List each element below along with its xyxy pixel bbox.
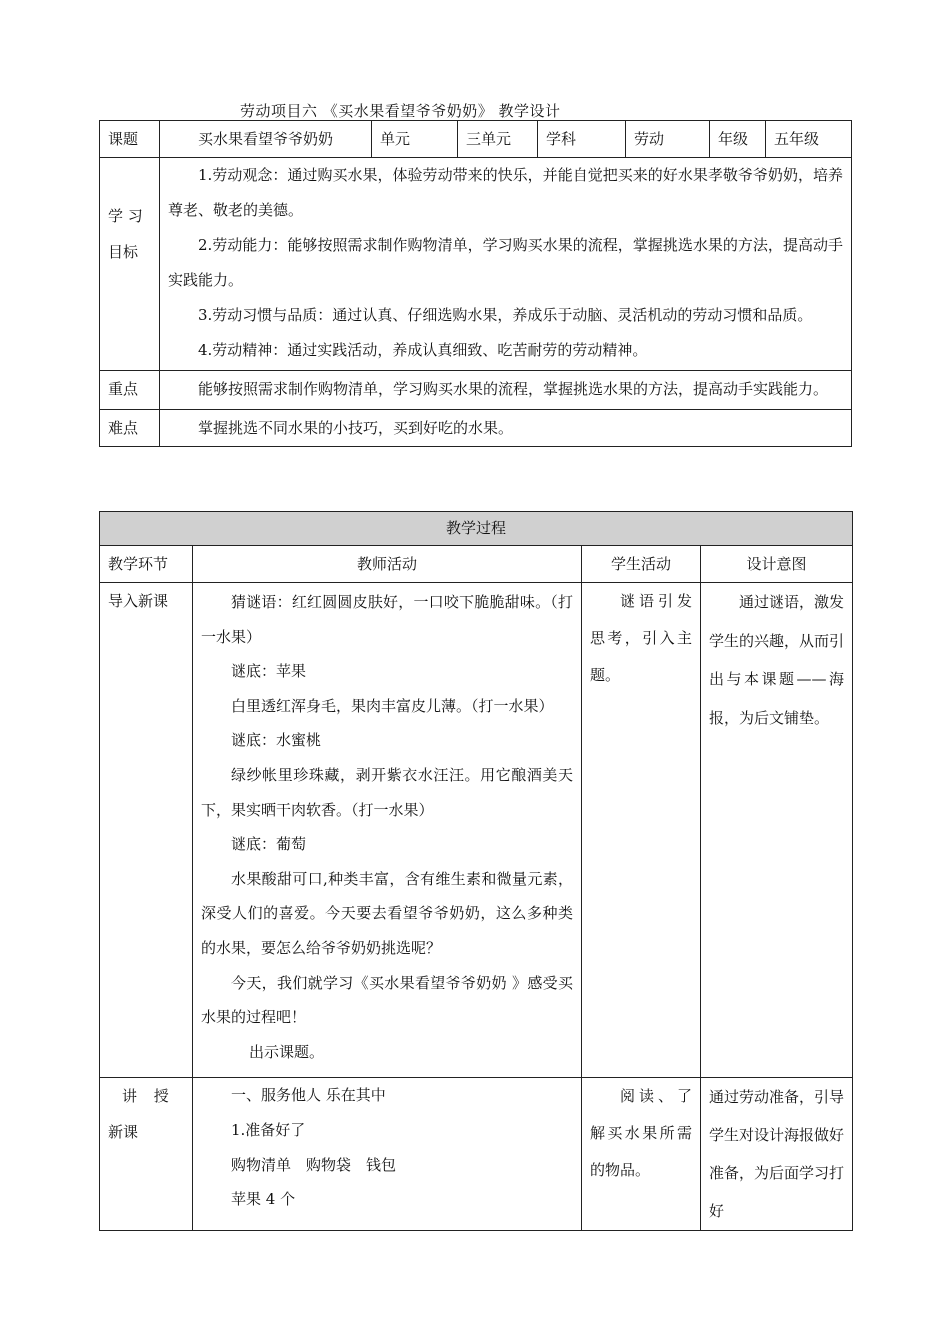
teacher-paragraph: 绿纱帐里珍珠藏，剥开紫衣水汪汪。用它酿酒美天下，果实晒干肉软香。（打一水果） (201, 765, 573, 819)
info-row (100, 121, 852, 158)
difficulty-row (100, 410, 852, 447)
goal-item: 1.劳动观念：通过购买水果，体验劳动带来的快乐，并能自觉把买来的好水果孝敬爷爷奶奶，培养尊老、敬老的美德。 (168, 166, 843, 219)
column-header-stage: 教学环节 (100, 546, 193, 583)
goals-content (160, 158, 852, 371)
teacher-paragraph: 谜底：苹果 (231, 662, 307, 681)
student-paragraph: 谜语引发思考，引入主题。 (590, 592, 692, 684)
column-header-student: 学生活动 (582, 546, 701, 583)
process-header: 教学过程 (100, 512, 853, 546)
goals-label (100, 158, 160, 371)
student-paragraph: 阅读、了解买水果所需的物品。 (590, 1087, 692, 1180)
goals-row (100, 158, 852, 371)
difficulty-paragraph: 掌握挑选不同水果的小技巧，买到好吃的水果。 (198, 419, 514, 437)
stage-cell (100, 1078, 193, 1231)
teacher-paragraph: 1.准备好了 (231, 1120, 306, 1139)
key-point-text (160, 371, 852, 410)
subject-value: 劳动 (626, 121, 710, 158)
unit-label: 单元 (372, 121, 458, 158)
design-intent-cell (701, 583, 853, 1078)
column-header-intent: 设计意图 (701, 546, 853, 583)
teacher-paragraph: 今天，我们就学习《买水果看望爷爷奶奶 》感受买水果的过程吧！ (201, 973, 573, 1027)
student-activity-cell (582, 583, 701, 1078)
key-point-paragraph: 能够按照需求制作购物清单，学习购买水果的流程，掌握挑选水果的方法，提高动手实践能力。 (198, 380, 829, 398)
intent-paragraph: 通过劳动准备，引导学生对设计海报做好准备，为后面学习打好 (709, 1088, 845, 1221)
teacher-activity-cell (193, 583, 582, 1078)
teacher-paragraph: 购物清单 购物袋 钱包 (231, 1155, 397, 1174)
stage-line1: 讲 授 (122, 1087, 175, 1106)
key-point-label: 重点 (100, 371, 160, 410)
teacher-paragraph: 谜底：葡萄 (231, 835, 307, 854)
teacher-paragraph: 一、服务他人 乐在其中 (231, 1086, 386, 1105)
grade-label: 年级 (710, 121, 766, 158)
subject-label: 学科 (538, 121, 626, 158)
info-table (99, 120, 852, 447)
process-columns-row (100, 546, 853, 583)
table-row (100, 1078, 853, 1231)
teacher-paragraph: 苹果 4 个 (231, 1190, 296, 1209)
teacher-paragraph: 谜底：水蜜桃 (231, 731, 322, 750)
process-table (99, 511, 853, 1231)
unit-value: 三单元 (458, 121, 538, 158)
teacher-activity-cell (193, 1078, 582, 1231)
goals-label-line1: 学 习 (108, 207, 143, 225)
student-activity-cell (582, 1078, 701, 1231)
topic-label: 课题 (100, 121, 160, 158)
key-point-row (100, 371, 852, 410)
goal-item: 4.劳动精神：通过实践活动，养成认真细致、吃苦耐劳的劳动精神。 (198, 341, 648, 359)
goal-item: 3.劳动习惯与品质：通过认真、仔细选购水果，养成乐于动脑、灵活机动的劳动习惯和品质。 (198, 306, 813, 324)
process-header-row (100, 512, 853, 546)
topic-value: 买水果看望爷爷奶奶 (160, 121, 372, 158)
column-header-teacher: 教师活动 (193, 546, 582, 583)
teacher-paragraph: 猜谜语：红红圆圆皮肤好，一口咬下脆脆甜味。（打一水果） (201, 593, 573, 646)
grade-value: 五年级 (766, 121, 852, 158)
stage-cell: 导入新课 (100, 583, 193, 1078)
teacher-paragraph: 水果酸甜可口,种类丰富，含有维生素和微量元素，深受人们的喜爱。今天要去看望爷爷奶奶，这么多种类的水果，要怎么给爷爷奶奶挑选呢？ (201, 869, 573, 957)
document-title: 劳动项目六 《买水果看望爷爷奶奶》 教学设计 (240, 102, 561, 120)
teacher-paragraph: 出示课题。 (249, 1042, 325, 1061)
design-intent-cell (701, 1078, 853, 1231)
difficulty-text (160, 410, 852, 447)
goal-item: 2.劳动能力：能够按照需求制作购物清单，学习购买水果的流程，掌握挑选水果的方法，提高动手实践能力。 (168, 236, 843, 289)
intent-paragraph: 通过谜语，激发学生的兴趣，从而引出与本课题——海报，为后文铺垫。 (709, 593, 845, 727)
stage-line2: 新课 (108, 1123, 139, 1142)
teacher-paragraph: 白里透红浑身毛，果肉丰富皮儿薄。（打一水果） (231, 696, 554, 715)
table-row (100, 583, 853, 1078)
goals-label-line2: 目标 (108, 243, 139, 261)
difficulty-label: 难点 (100, 410, 160, 447)
